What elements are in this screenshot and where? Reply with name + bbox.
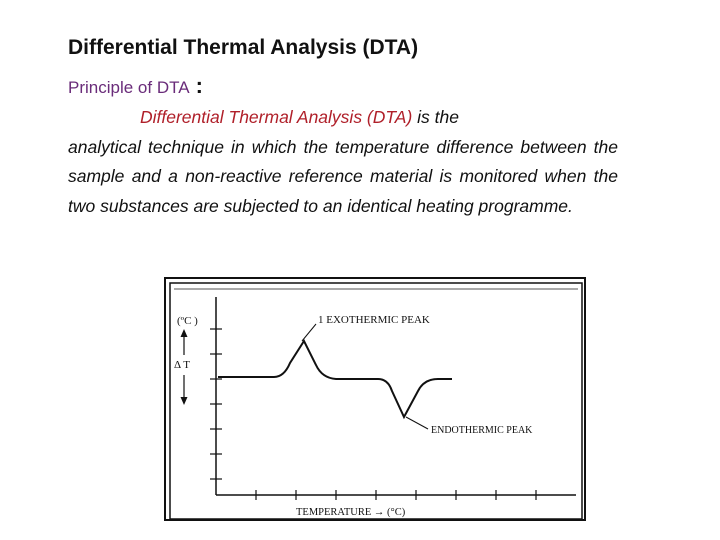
dta-curve-diagram <box>166 279 586 521</box>
x-axis-label: TEMPERATURE → (°C) <box>296 507 406 518</box>
subtitle-colon: : <box>195 73 203 98</box>
y-axis-label: Δ T <box>174 359 190 371</box>
paragraph-first-line <box>68 103 618 133</box>
subtitle-label: Principle of DTA <box>68 78 190 97</box>
principle-paragraph <box>68 103 618 221</box>
exothermic-peak-label: 1 EXOTHERMIC PEAK <box>318 314 430 326</box>
paragraph-line1-rest: is the <box>412 107 459 127</box>
exo-leader-line <box>302 324 316 341</box>
endo-leader-line <box>406 417 428 429</box>
paragraph-highlight: Differential Thermal Analysis (DTA) <box>140 107 413 127</box>
up-arrow-icon <box>181 329 188 337</box>
slide-subtitle <box>68 73 203 99</box>
dta-curve <box>218 341 452 417</box>
slide-title: Differential Thermal Analysis (DTA) <box>68 36 419 59</box>
y-unit-label: (ºC ) <box>177 315 198 327</box>
dta-curve-figure <box>164 277 586 521</box>
paragraph-body: analytical technique in which the temperature difference between the sample and a non-reactive reference material is monitored when the two substances are subjected to an identical heating programme. <box>68 136 618 216</box>
down-arrow-icon <box>181 397 188 405</box>
endothermic-peak-label: ENDOTHERMIC PEAK <box>431 425 533 436</box>
